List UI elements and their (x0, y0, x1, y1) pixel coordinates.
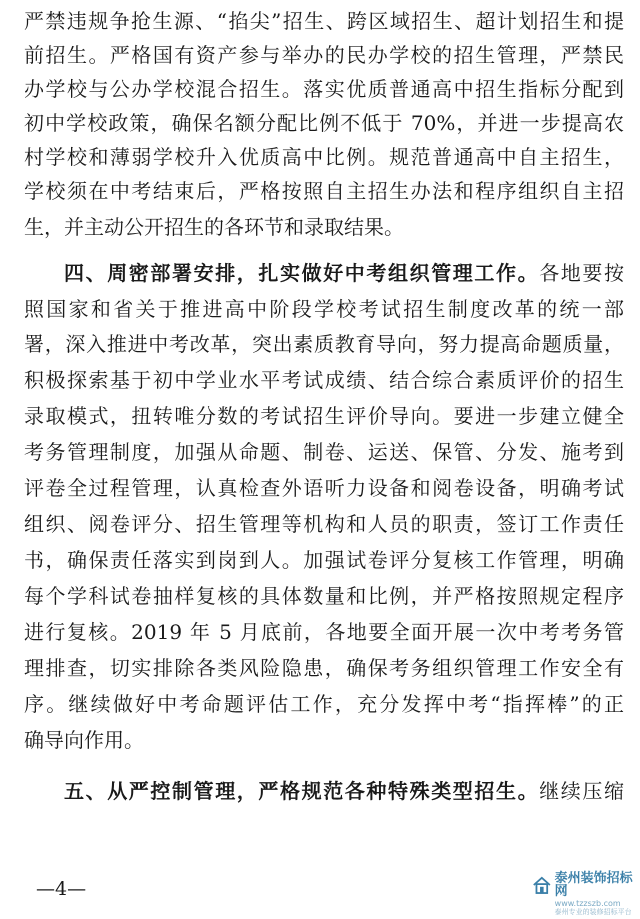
text-line: 严禁违规争抢生源、“掐尖”招生、跨区域招生、超计划招生和提 (24, 9, 624, 33)
text-line: 学校须在中考结束后，严格按照自主招生办法和程序组织自主招 (24, 179, 624, 203)
text-line: 办学校与公办学校混合招生。落实优质普通高中招生指标分配到 (24, 77, 624, 101)
section-4-heading: 四、周密部署安排，扎实做好中考组织管理工作。 (64, 261, 540, 285)
watermark-title: 泰州装饰招标网 (554, 871, 633, 899)
text-line: 录取模式，扭转唯分数的考试招生评价导向。要进一步建立健全 (24, 404, 624, 428)
section-4-heading-line (64, 256, 624, 290)
text-line: 考务管理制度，加强从命题、制卷、运送、保管、分发、施考到 (24, 440, 624, 464)
text-line: 生，并主动公开招生的各环节和录取结果。 (24, 215, 404, 239)
section-4-heading-tail: 各地要按 (539, 261, 624, 285)
text-line: 理排查，切实排除各类风险隐患，确保考务组织管理工作安全有 (24, 656, 624, 680)
page-number: —4— (36, 878, 87, 900)
text-line: 初中学校政策，确保名额分配比例不低于 70%，并进一步提高农 (24, 111, 624, 135)
text-line: 书，确保责任落实到岗到人。加强试卷评分复核工作管理，明确 (24, 548, 624, 572)
text-line: 署，深入推进中考改革，突出素质教育导向，努力提高命题质量， (24, 332, 624, 356)
watermark-slogan: 泰州专业的装修招标平台 (554, 908, 632, 916)
text-line: 评卷全过程管理，认真检查外语听力设备和阅卷设备，明确考试 (24, 476, 624, 500)
text-line: 前招生。严格国有资产参与举办的民办学校的招生管理，严禁民 (24, 43, 624, 67)
section-5-heading-tail: 继续压缩 (539, 779, 624, 803)
section-5-heading: 五、从严控制管理，严格规范各种特殊类型招生。 (64, 779, 540, 803)
site-watermark (532, 872, 636, 916)
house-logo-icon (532, 874, 552, 896)
section-5-heading-line (64, 774, 624, 808)
text-line: 序。继续做好中考命题评估工作，充分发挥中考“指挥棒”的正 (24, 692, 624, 716)
watermark-url: www.tzzszb.com (554, 899, 621, 908)
text-line: 照国家和省关于推进高中阶段学校考试招生制度改革的统一部 (24, 297, 624, 321)
text-line: 村学校和薄弱学校升入优质高中比例。规范普通高中自主招生， (24, 145, 624, 169)
text-line: 进行复核。2019 年 5 月底前，各地要全面开展一次中考考务管 (24, 620, 624, 644)
text-line: 组织、阅卷评分、招生管理等机构和人员的职责，签订工作责任 (24, 512, 624, 536)
text-line: 确导向作用。 (24, 728, 144, 752)
text-line: 积极探索基于初中学业水平考试成绩、结合综合素质评价的招生 (24, 368, 624, 392)
text-line: 每个学科试卷抽样复核的具体数量和比例，并严格按照规定程序 (24, 584, 624, 608)
